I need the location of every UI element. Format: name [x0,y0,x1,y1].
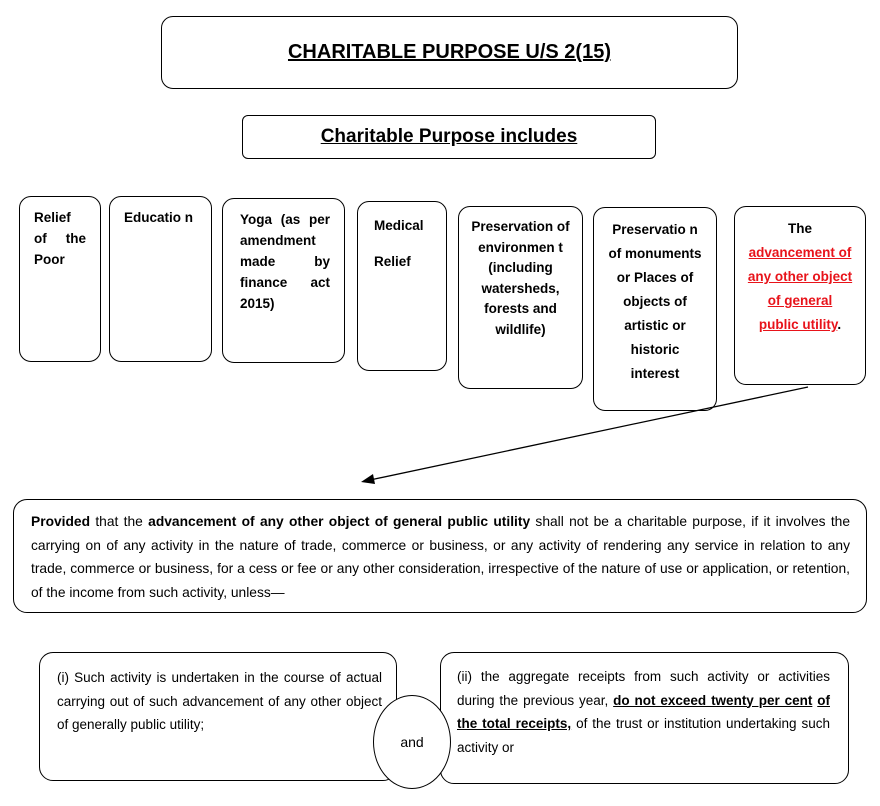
condition-left-text: (i) Such activity is undertaken in the course of actual carrying out of such advancement of any other object of generally public utility; [57,670,382,732]
connector-arrow-line [370,387,808,480]
category-gpu-link[interactable]: advancement of any other object of general public utility [747,245,853,332]
subtitle: Charitable Purpose includes [320,126,578,147]
category-relief-label: Relief [374,254,411,269]
condition-right-part2: of the trust or institution undertaking such activity or [457,716,831,755]
proviso-that: that the [90,514,149,529]
proviso-bold-phrase: advancement of any other object of general public utility [148,514,531,529]
proviso-provided: Provided [31,514,91,529]
category-relief-of-poor-label: Relief of the Poor [34,210,86,267]
proviso-box [13,499,867,613]
category-yoga-label: Yoga (as per amendment made by finance act 2015) [240,212,330,311]
category-medical-label: Medical [374,218,424,233]
category-monuments-label: Preservatio n of monuments or Places of objects of artistic or historic interest [608,222,702,381]
main-title: CHARITABLE PURPOSE U/S 2(15) [287,41,611,63]
arrow-head-icon [361,474,375,484]
condition-right-box [440,652,849,784]
condition-right-part1: (ii) the aggregate receipts from such activity or activities during the previous year, [457,669,830,708]
condition-right-underline2: of the total receipts, [457,692,830,731]
condition-left-box [39,652,397,781]
condition-right-underline1: do not exceed twenty per cent [613,692,813,708]
and-connector-circle [373,695,451,789]
category-education-label: Educatio n [124,210,194,225]
proviso-rest: shall not be a charitable purpose, if it involves the carrying on of any activity in the nature of trade, commerce or business, or any activity of rendering any service in relation to any trade, commerce or business, for a cess or fee or any other consideration, irrespective of the nature of use or application, or retention, of the income from such activity, unless— [31,514,850,600]
category-gpu-prefix: The [787,221,812,236]
category-environment-label: Preservation of environmen t (including watersheds, forests and wildlife) [471,219,570,337]
category-gpu-suffix: . [837,317,842,332]
and-connector-label: and [400,734,424,750]
